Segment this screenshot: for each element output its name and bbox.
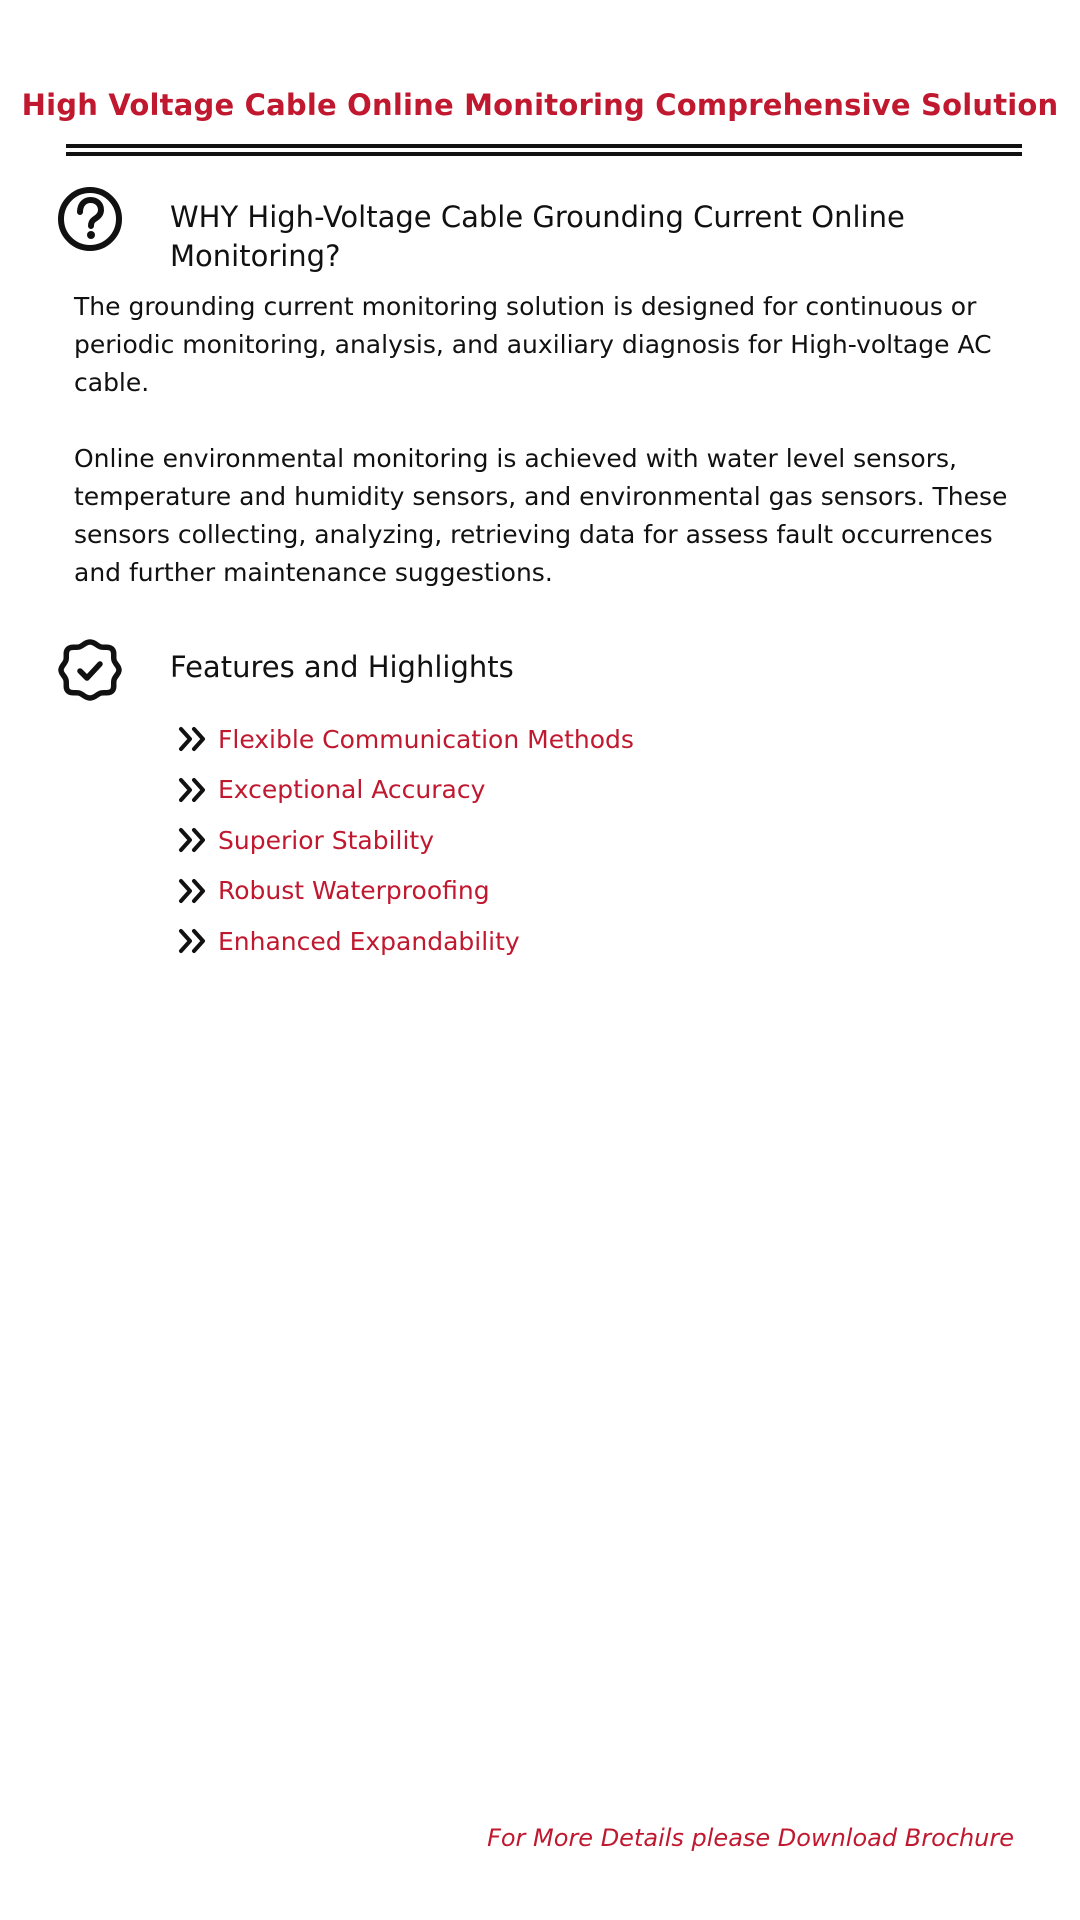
- feature-label: Flexible Communication Methods: [218, 724, 634, 754]
- feature-label: Enhanced Expandability: [218, 926, 520, 956]
- double-chevron-right-icon: [178, 777, 208, 803]
- title-divider-bottom: [66, 152, 1022, 156]
- list-item: [178, 815, 634, 866]
- list-item: [178, 916, 634, 967]
- title-divider-top: [66, 144, 1022, 148]
- feature-label: Exceptional Accuracy: [218, 775, 486, 805]
- double-chevron-right-icon: [178, 878, 208, 904]
- question-circle-icon: [56, 185, 124, 253]
- why-section-heading: WHY High-Voltage Cable Grounding Current Online Monitoring?: [170, 200, 905, 273]
- badge-check-icon: [56, 636, 124, 704]
- list-item: [178, 714, 634, 765]
- feature-label: Robust Waterproofing: [218, 876, 490, 906]
- feature-label: Superior Stability: [218, 825, 435, 855]
- double-chevron-right-icon: [178, 928, 208, 954]
- double-chevron-right-icon: [178, 726, 208, 752]
- list-item: [178, 866, 634, 917]
- double-chevron-right-icon: [178, 827, 208, 853]
- why-paragraph-1: The grounding current monitoring solution is designed for continuous or periodic monitoring, analysis, and auxiliary diagnosis for High-voltage AC cable.: [74, 292, 992, 397]
- features-section-heading: Features and Highlights: [170, 650, 514, 684]
- download-brochure-link[interactable]: For More Details please Download Brochure: [487, 1824, 1014, 1852]
- page-title: High Voltage Cable Online Monitoring Comprehensive Solution: [21, 88, 1059, 122]
- why-paragraph-2: Online environmental monitoring is achieved with water level sensors, temperature and humidity sensors, and environmental gas sensors. These sensors collecting, analyzing, retrieving data for assess fault occurrences and further maintenance suggestions.: [74, 444, 1008, 587]
- feature-list: [178, 714, 634, 967]
- list-item: [178, 765, 634, 816]
